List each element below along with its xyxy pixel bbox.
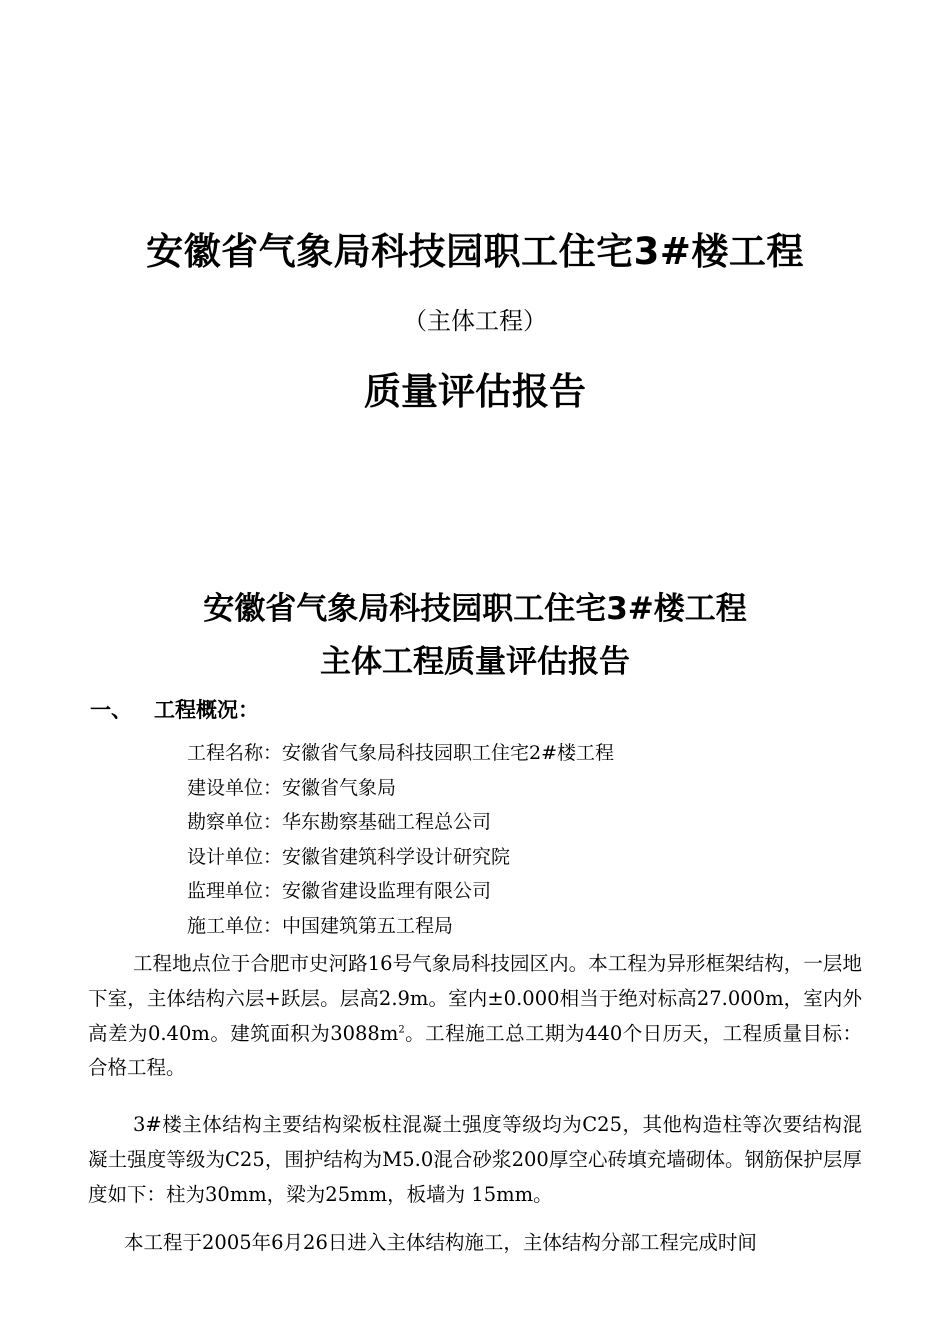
section-title: 工程概况： [154, 698, 259, 722]
paragraph-location [88, 947, 862, 1086]
info-design-unit: 设计单位：安徽省建筑科学设计研究院 [187, 845, 511, 868]
paragraph-location-text-end: 。工程施工总工期为440个日历天，工程质量目标：合格工程。 [88, 1021, 862, 1080]
section-number: 一、 [90, 698, 132, 722]
report-title-line1: 安徽省气象局科技园职工住宅3#楼工程 [203, 591, 747, 627]
info-construction-unit: 施工单位：中国建筑第五工程局 [187, 914, 454, 937]
cover-subtitle: （主体工程） [403, 307, 547, 335]
paragraph-schedule: 本工程于2005年6月26日进入主体结构施工，主体结构分部工程完成时间 [124, 1231, 757, 1254]
info-supervision-unit: 监理单位：安徽省建设监理有限公司 [187, 880, 492, 903]
info-survey-unit: 勘察单位：华东勘察基础工程总公司 [187, 811, 492, 834]
paragraph-structure: 3#楼主体结构主要结构梁板柱混凝土强度等级均为C25，其他构造柱等次要结构混凝土强度等级为C25，围护结构为M5.0混合砂浆200厚空心砖填充墙砌体。钢筋保护层厚度如下：柱为30mm，梁为25mm，板墙为 15mm。 [88, 1113, 862, 1206]
paragraph-location-text: 工程地点位于合肥市史河路16号气象局科技园区内。本工程为异形框架结构，一层地下室，主体结构六层+跃层。层高2.9m。室内±0.000相当于绝对标高27.000m，室内外高差为0.40m。建筑面积为3088m [88, 952, 862, 1045]
section-heading-overview [90, 694, 259, 726]
info-client: 建设单位：安徽省气象局 [187, 776, 397, 799]
superscript-2: 2 [398, 1024, 405, 1036]
report-title-line2: 主体工程质量评估报告 [320, 644, 630, 680]
cover-title: 安徽省气象局科技园职工住宅3#楼工程 [146, 230, 804, 273]
project-info-list [187, 736, 614, 944]
info-project-name: 工程名称：安徽省气象局科技园职工住宅2#楼工程 [187, 742, 615, 764]
cover-report-title: 质量评估报告 [364, 370, 586, 413]
